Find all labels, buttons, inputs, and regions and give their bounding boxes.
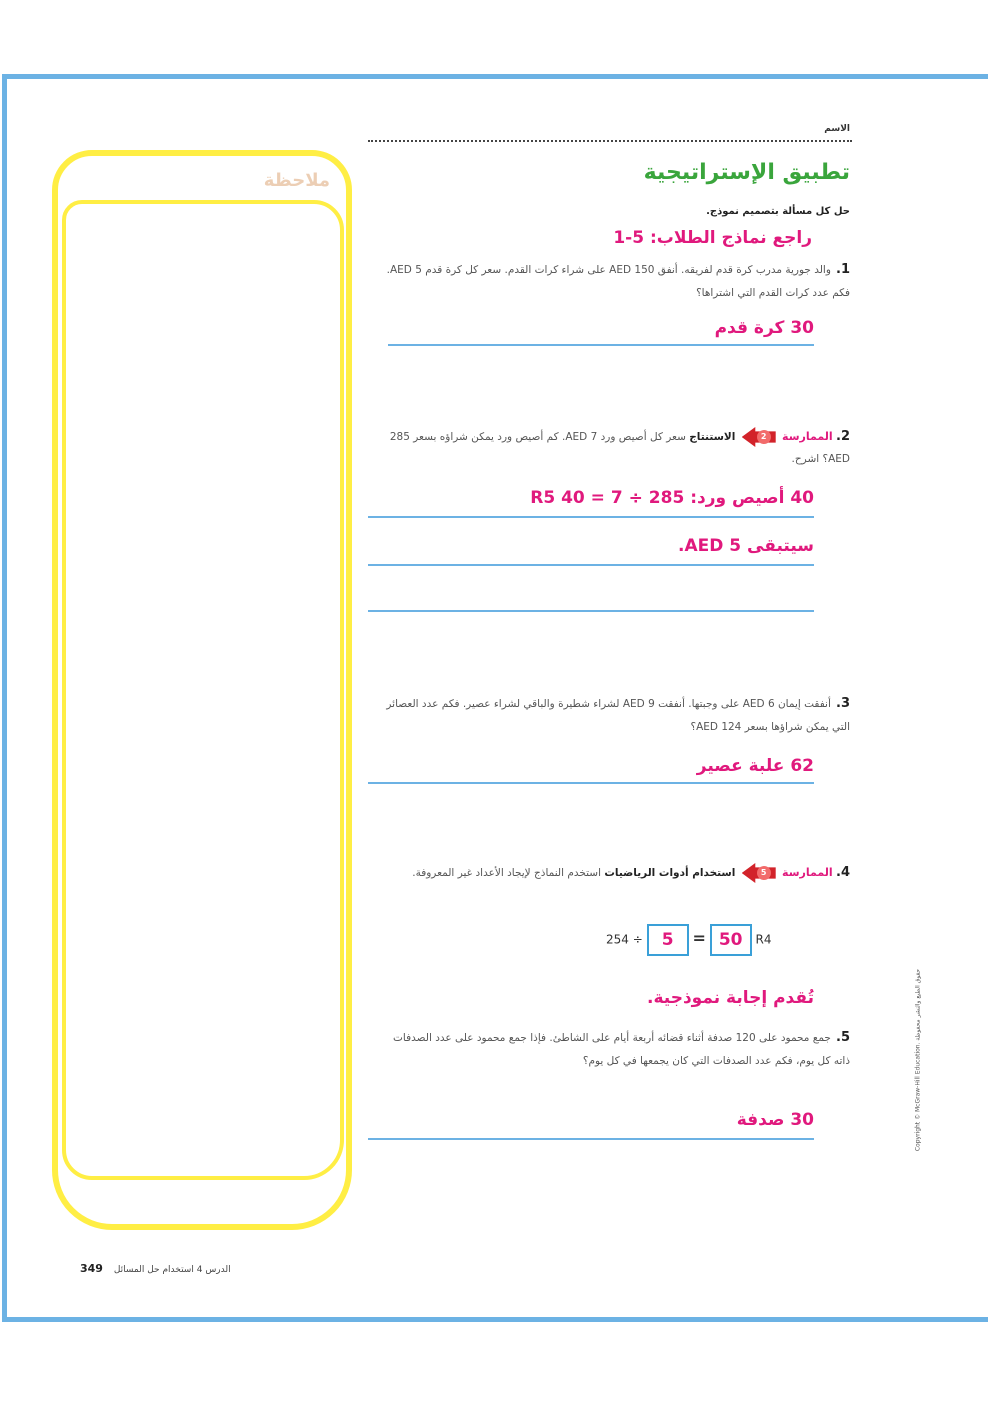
answer-5: 30 صدفة <box>736 1110 814 1130</box>
question-1 <box>380 258 850 304</box>
answer-line <box>368 1138 814 1140</box>
answer-box-divisor[interactable]: 5 <box>647 924 689 956</box>
practice-tag: الممارسة <box>782 866 833 879</box>
question-2 <box>380 426 850 470</box>
name-label: الاسم <box>824 124 850 134</box>
question-5 <box>380 1026 850 1072</box>
review-note: راجع نماذج الطلاب: 5-1 <box>613 228 812 248</box>
answer-1: 30 كرة قدم <box>714 318 814 338</box>
equation-dividend: 254 ÷ <box>606 932 643 947</box>
footer <box>80 1262 231 1275</box>
margin-note: ملاحظة <box>263 170 330 191</box>
question-number: 5. <box>836 1030 850 1045</box>
practice-badge: 2 <box>757 430 771 444</box>
answer-line <box>388 344 814 346</box>
answer-line <box>368 516 814 518</box>
question-number: 3. <box>836 696 850 711</box>
question-text: جمع محمود على 120 صدفة أثناء قضائه أربعة أيام على الشاطئ. فإذا جمع محمود على عدد الصدفات ذاته كل يوم، فكم عدد الصدفات التي كان يجمعها في كل يوم؟ <box>393 1032 850 1067</box>
name-field[interactable] <box>368 140 852 142</box>
equals-sign: = <box>692 928 706 948</box>
answer-2a: 40 أصيص ورد: 285 ÷ 7 = 40 R5 <box>530 488 814 508</box>
page-number: 349 <box>80 1262 103 1275</box>
answer-line <box>368 610 814 612</box>
answer-line <box>368 782 814 784</box>
question-4 <box>380 862 850 884</box>
answer-line <box>368 564 814 566</box>
practice-badge: 5 <box>757 866 771 880</box>
question-text: سعر كل أصيص ورد 7 AED. كم أصيص ورد يمكن شراؤه بسعر 285 AED؟ اشرح. <box>389 431 850 465</box>
instruction-text: حل كل مسألة بتصميم نموذج. <box>706 206 850 217</box>
question-text: والد جورية مدرب كرة قدم لفريقه. أنفق 150 AED على شراء كرات القدم. سعر كل كرة قدم 5 AED. فكم عدد كرات القدم التي اشتراها؟ <box>386 264 850 299</box>
chapter-label: الدرس 4 استخدام حل المسائل <box>113 1265 231 1275</box>
answer-4: تُقدم إجابة نموذجية. <box>646 988 814 1008</box>
copyright-side-text: Copyright © McGraw-Hill Education. حقوق الطبع والنشر محفوظة <box>914 968 922 1152</box>
practice-skill: استخدام أدوات الرياضيات <box>604 867 736 879</box>
question-text: استخدم النماذج لإيجاد الأعداد غير المعروفة. <box>412 867 602 879</box>
question-number: 1. <box>836 262 850 277</box>
practice-skill: الاستنتاج <box>689 431 736 443</box>
practice-arrow-icon <box>742 863 776 883</box>
answer-3: 62 علبة عصير <box>696 756 814 776</box>
answer-2b: سيتبقى 5 AED. <box>677 536 814 556</box>
question-number: 4. <box>836 865 850 880</box>
question-3 <box>380 692 850 738</box>
practice-arrow-icon <box>742 427 776 447</box>
practice-tag: الممارسة <box>782 430 833 443</box>
question-number: 2. <box>836 429 850 444</box>
highlight-scribble-inner <box>62 200 344 1180</box>
question-text: أنفقت إيمان 6 AED على وجبتها. أنفقت 9 AED لشراء شطيرة والباقي لشراء عصير. فكم عدد العصائر التي يمكن شراؤها بسعر 124 AED؟ <box>386 698 850 733</box>
equation-remainder: R4 <box>755 932 772 947</box>
answer-box-quotient[interactable]: 50 <box>710 924 752 956</box>
equation <box>606 924 771 956</box>
page-title: تطبيق الإستراتيجية <box>643 160 850 185</box>
